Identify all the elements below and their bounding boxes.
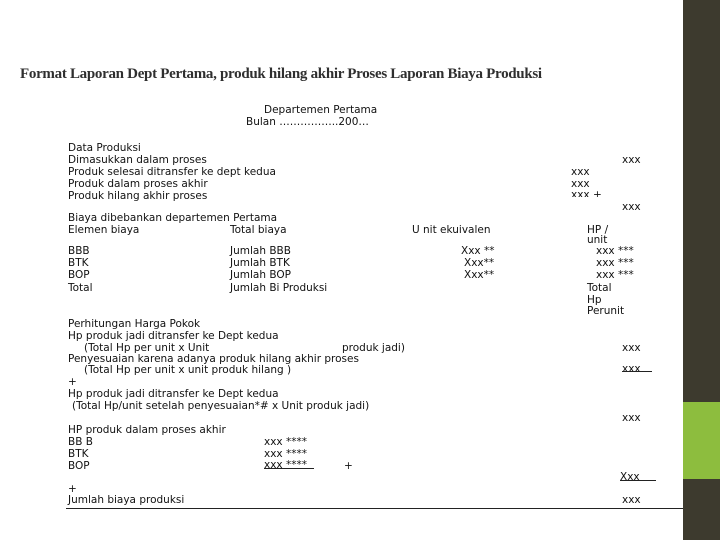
side-accent-decoration: [683, 402, 720, 479]
dalam-proses-label: Produk dalam proses akhir: [68, 178, 208, 190]
row-bbb-hp: xxx ***: [596, 245, 634, 257]
row-total-elemen: Total: [68, 282, 93, 294]
row-total-hp-3: Perunit: [587, 305, 625, 317]
wip-total-underline: [620, 480, 656, 481]
wip-btk-label: BTK: [68, 448, 89, 460]
dalam-proses-value: xxx: [571, 178, 590, 190]
penyesuaian-value: xxx: [622, 363, 641, 371]
row-btk-unit: Xxx**: [464, 257, 495, 269]
dimasukkan-value: xxx: [622, 154, 641, 166]
data-produksi-total: xxx: [622, 201, 641, 213]
dept-header: Departemen Pertama: [264, 104, 378, 116]
perhitungan-heading: Perhitungan Harga Pokok: [68, 318, 201, 330]
penyesuaian-underline: [622, 371, 652, 372]
hp-jadi-label: Hp produk jadi ditransfer ke Dept kedua: [68, 330, 279, 342]
hp-jadi-adjusted-formula: (Total Hp/unit setelah penyesuaian*# x Unit produk jadi): [72, 400, 370, 412]
wip-bbb-label: BB B: [68, 436, 93, 448]
hilang-label: Produk hilang akhir proses: [68, 190, 208, 202]
row-btk-total: Jumlah BTK: [230, 257, 290, 269]
biaya-heading: Biaya dibebankan departemen Pertama: [68, 212, 278, 224]
jumlah-biaya-label: Jumlah biaya produksi: [68, 494, 185, 506]
col-unit-ekuivalen: U nit ekuivalen: [412, 224, 491, 236]
row-btk-hp: xxx ***: [596, 257, 634, 269]
row-total-biaya: Jumlah Bi Produksi: [230, 282, 328, 294]
row-bop-unit: Xxx**: [464, 269, 495, 281]
row-total-hp: Total: [587, 282, 612, 294]
row-bop-elemen: BOP: [68, 269, 90, 281]
data-produksi-heading: Data Produksi: [68, 142, 141, 154]
hp-dalam-proses-label: HP produk dalam proses akhir: [68, 424, 226, 436]
plus-sign-1: +: [68, 376, 77, 388]
row-bbb-elemen: BBB: [68, 245, 90, 257]
col-elemen-biaya: Elemen biaya: [68, 224, 140, 236]
plus-sign-2: +: [68, 483, 77, 495]
selesai-label: Produk selesai ditransfer ke dept kedua: [68, 166, 276, 178]
wip-bop-value: xxx ****: [264, 459, 307, 468]
col-hp-per-unit: HP /: [587, 224, 609, 236]
col-total-biaya: Total biaya: [230, 224, 287, 236]
penyesuaian-label: Penyesuaian karena adanya produk hilang akhir proses: [68, 353, 359, 365]
row-btk-elemen: BTK: [68, 257, 89, 269]
hilang-value: xxx +: [571, 189, 602, 197]
wip-bbb-value: xxx ****: [264, 436, 307, 448]
hp-jadi-adjusted-label: Hp produk jadi ditransfer ke Dept kedua: [68, 388, 279, 400]
row-bop-hp: xxx ***: [596, 269, 634, 281]
wip-bop-label: BOP: [68, 460, 90, 472]
bottom-rule: [66, 508, 683, 509]
penyesuaian-formula: (Total Hp per unit x unit produk hilang ): [84, 364, 292, 376]
wip-btk-value: xxx ****: [264, 448, 307, 460]
row-bbb-unit: Xxx **: [461, 245, 495, 257]
hp-jadi-value: xxx: [622, 342, 641, 354]
hp-jadi-adjusted-value: xxx: [622, 412, 641, 424]
col-hp-per-unit-2: unit: [587, 234, 608, 246]
jumlah-biaya-value: xxx: [622, 494, 641, 506]
dimasukkan-label: Dimasukkan dalam proses: [68, 154, 207, 166]
row-bbb-total: Jumlah BBB: [230, 245, 291, 257]
selesai-value: xxx: [571, 166, 590, 178]
plus-sign-mid: +: [344, 460, 353, 472]
page-title: Format Laporan Dept Pertama, produk hilang akhir Proses Laporan Biaya Produksi: [20, 66, 542, 82]
wip-total-value: Xxx: [620, 471, 640, 480]
period-header: Bulan ……………..200…: [246, 116, 369, 128]
row-bop-total: Jumlah BOP: [230, 269, 291, 281]
hp-jadi-formula-end: produk jadi): [342, 342, 405, 354]
hp-jadi-formula: (Total Hp per unit x Unit: [84, 342, 210, 354]
wip-bop-underline: [264, 468, 314, 469]
row-total-hp-2: Hp: [587, 294, 602, 306]
